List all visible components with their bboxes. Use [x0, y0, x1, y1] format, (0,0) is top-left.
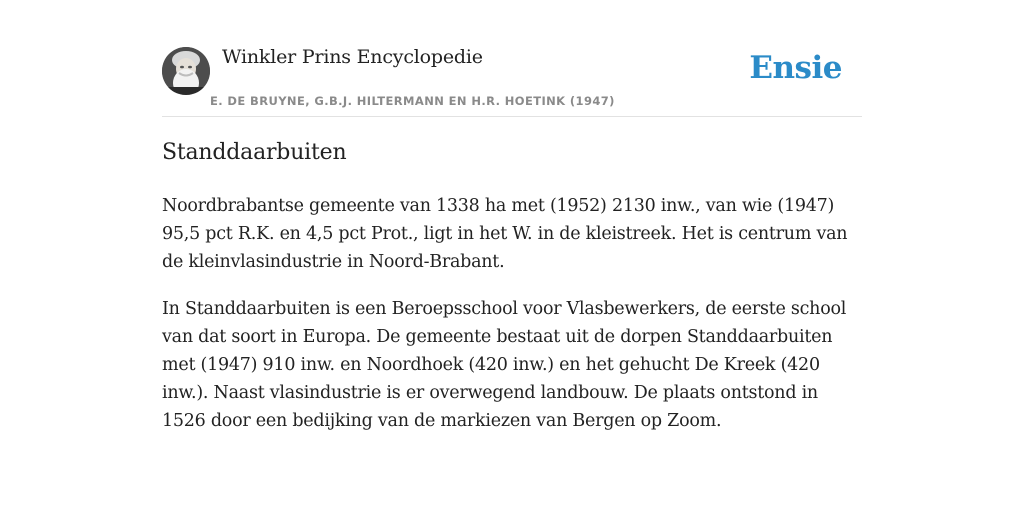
- article-paragraph: Noordbrabantse gemeente van 1338 ha met (1952) 2130 inw., van wie (1947) 95,5 pct R.K. en 4,5 pct Prot., ligt in het W. in de kleistreek. Het is centrum van de kleinvlasindustrie in Noord-Brabant.: [162, 196, 848, 272]
- author-portrait-icon: [162, 47, 210, 95]
- ensie-logo-link[interactable]: Ensie: [749, 50, 842, 86]
- book-header: [162, 44, 862, 117]
- book-title[interactable]: Winkler Prins Encyclopedie: [222, 46, 483, 68]
- article-title: Standdaarbuiten: [162, 140, 347, 165]
- book-authors: E. DE BRUYNE, G.B.J. HILTERMANN EN H.R. HOETINK (1947): [210, 94, 615, 108]
- article-paragraph: In Standdaarbuiten is een Beroepsschool voor Vlasbewerkers, de eerste school van dat soort in Europa. De gemeente bestaat uit de dorpen Standdaarbuiten met (1947) 910 inw. en Noordhoek (420 inw.) en het gehucht De Kreek (420 inw.). Naast vlasindustrie is er overwegend landbouw. De plaats ontstond in 1526 door een bedijking van de markiezen van Bergen op Zoom.: [162, 299, 847, 431]
- author-avatar[interactable]: [162, 47, 210, 95]
- article-body: [162, 192, 862, 454]
